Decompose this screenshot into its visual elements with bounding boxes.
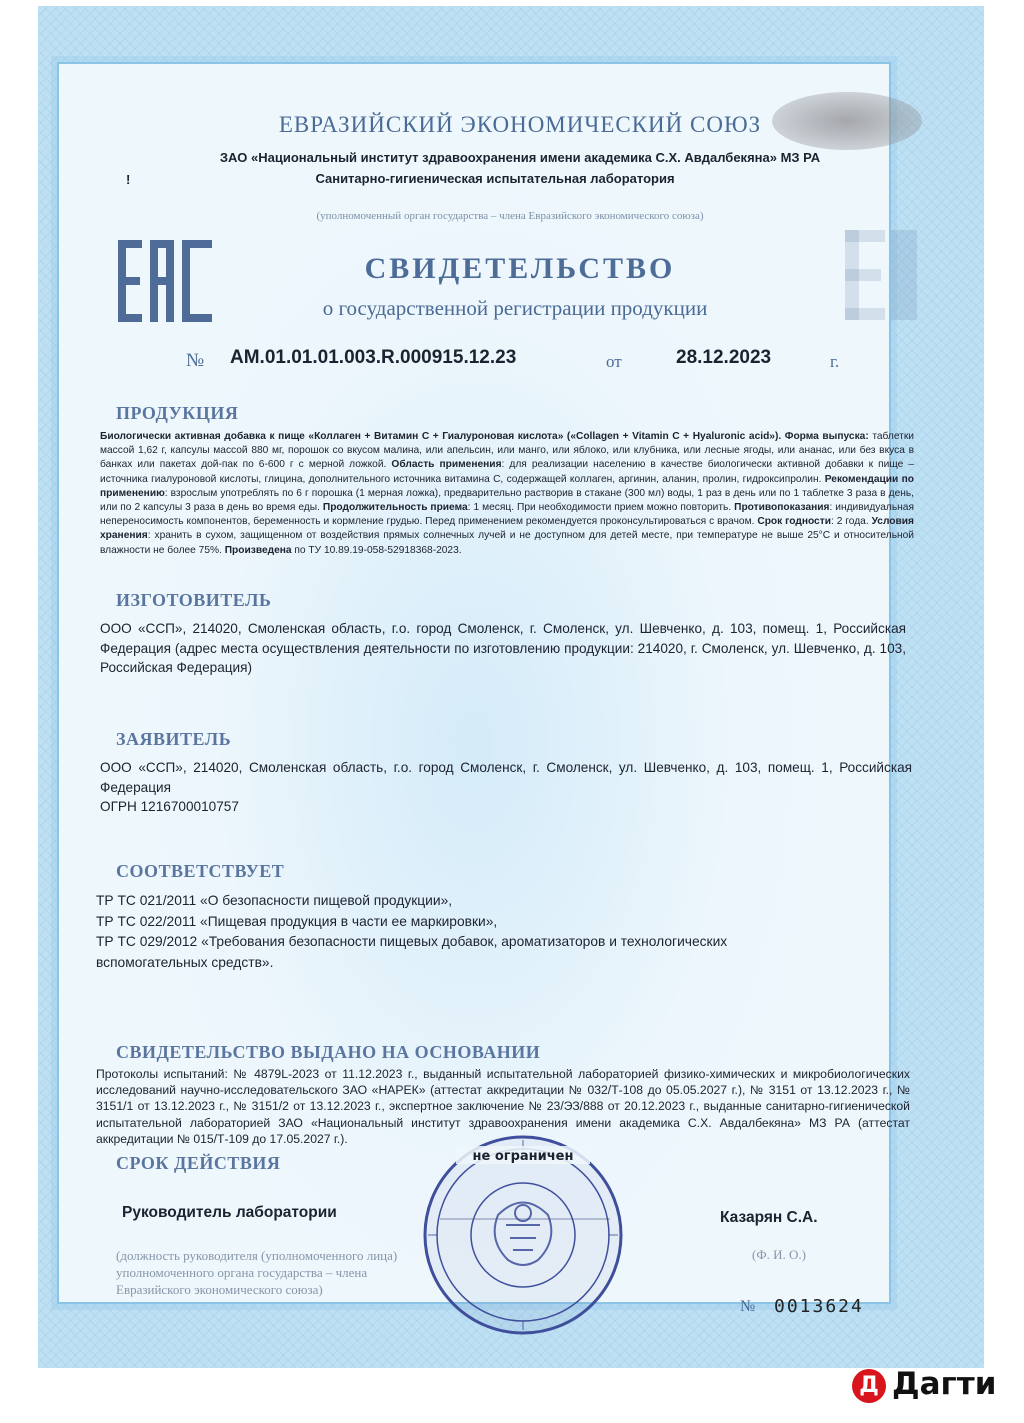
conformity-heading: СООТВЕТСТВУЕТ [116,861,285,881]
union-name: ЕВРАЗИЙСКИЙ ЭКОНОМИЧЕСКИЙ СОЮЗ [278,112,762,137]
product-description [100,430,914,558]
product-field-label: Произведена [224,544,292,556]
product-field-label: Продолжительность приема [322,502,468,514]
validity-value: не ограничен [472,1149,574,1164]
product-field-text: : для реализации населению в качестве биологически активной добавки к пище – источника гиалуроновой кислоты, глицина, дополнительного источника витамина С, содержащей коллаген, аргинин, аланин, пролин, гидроксипролин. [100,459,914,485]
fio-caption: (Ф. И. О.) [752,1247,806,1262]
document-title: СВИДЕТЕЛЬСТВО [364,252,676,285]
brand-logo-icon: Д [852,1369,886,1403]
product-field-text: таблетки массой 1,62 г, капсулы массой 880 мг, порошок со вкусом малина, или апельсин, или манго, или яблоко, или клубника, или лесные ягоды, или ананас, или без вкуса в банках или пакетах дой-пак по 6-600 г с мерной ложкой. [100,431,914,471]
signatory-role: Руководитель лаборатории [122,1204,337,1221]
institute-name: ЗАО «Национальный институт здравоохранения имени академика С.Х. Авдалбекяна» МЗ РА [219,150,821,165]
product-field-text: : 1 месяц. При необходимости прием можно повторить. [467,502,735,514]
year-suffix: г. [830,352,840,371]
applicant-ogrn: ОГРН 1216700010757 [100,799,239,814]
margin-mark: ! [126,172,131,187]
product-field-text: : индивидуальная непереносимость компонентов, беременность и кормление грудью. Перед применением рекомендуется проконсультироваться с врачом. [100,502,914,528]
position-caption: (должность руководителя (уполномоченного лица) уполномоченного органа государства – члена Евразийского экономического союза) [116,1248,398,1297]
basis-text: Протоколы испытаний: № 4879L-2023 от 11.12.2023 г., выданный испытательной лабораторией физико-химических и микробиологических исследований научно-исследовательского ЗАО «НАРЕК» (аттестат аккредитации № 032/Т-108 до 05.05.2027 г.), № 3151 от 13.12.2023 г., № 3151/1 от 13.12.2023 г., № 3151/2 от 13.12.2023 г., экспертное заключение № 23/ЭЗ/888 от 20.12.2023 г., выданные санитарно-гигиенической испытательной лабораторией ЗАО «Национальный институт здравоохранения имени академика С.Х. Авдалбекяна» МЗ РА (аттестат аккредитации № 015/Т-109 до 17.05.2027 г.). [96,1067,910,1146]
applicant-text [100,758,912,817]
product-field-text: : 2 года. [830,516,872,528]
validity-heading: СРОК ДЕЙСТВИЯ [116,1153,281,1173]
product-heading: ПРОДУКЦИЯ [116,403,239,423]
laboratory-name: Санитарно-гигиеническая испытательная лаборатория [315,171,675,186]
product-field-label: Противопоказания [734,502,830,514]
date-from-label: от [606,352,622,371]
authority-caption: (уполномоченный орган государства – члена Евразийского экономического союза) [316,210,704,222]
registration-date: 28.12.2023 [676,347,772,368]
product-field-text: : хранить в сухом, защищенном от воздействия прямых солнечных лучей и не доступном для детей месте, при температуре не выше 25°С и относительной влажности не более 75%. [100,530,914,556]
conformity-list [96,891,736,973]
manufacturer-heading: ИЗГОТОВИТЕЛЬ [116,590,272,610]
product-field-label: Область применения [391,459,502,471]
eac-logo [118,240,212,322]
registration-number: AM.01.01.01.003.R.000915.12.23 [230,347,517,368]
product-field-text: : взрослым употреблять по 6 г порошка (1 мерная ложка), предварительно растворив в стакане (300 мл) воды, 1 раз в день или по 1 таблетке 3 раза в день, или по 2 капсулы 3 раза в день во время еды. [100,487,914,514]
signatory-name: Казарян С.А. [720,1209,818,1226]
basis-heading: СВИДЕТЕЛЬСТВО ВЫДАНО НА ОСНОВАНИИ [116,1042,541,1062]
regulation-item: ТР ТС 021/2011 «О безопасности пищевой продукции», [96,893,453,908]
brand-name: Дагти [892,1366,997,1402]
product-field-label: Условия хранения [100,516,914,542]
serial-label: № [740,1298,756,1315]
regulation-item: ТР ТС 029/2012 «Требования безопасности пищевых добавок, ароматизаторов и технологических вспомогательных средств». [96,934,728,970]
serial-number: 0013624 [774,1296,864,1317]
product-field-label: Срок годности [757,516,831,528]
regulation-item: ТР ТС 022/2011 «Пищевая продукция в части ее маркировки», [96,913,498,929]
manufacturer-text: ООО «ССП», 214020, Смоленская область, г.о. город Смоленск, г. Смоленск, ул. Шевченко, д. 103, помещ. 1, Российская Федерация (адрес места осуществления деятельности по изготовлению продукции: 214020, г. Смоленск, ул. Шевченко, д. 103, Российская Федерация) [100,621,906,675]
product-field-label: Биологически активная добавка к пище «Коллаген + Витамин С + Гиалуроновая кислота» («Collagen + Vitamin C + Hyaluronic acid»). Форма выпуска: [100,431,869,442]
official-seal [418,1130,628,1340]
product-field-text: по ТУ 10.89.19-058-52918368-2023. [291,544,462,556]
faded-eac-mark [845,230,917,320]
product-field-label: Рекомендации по применению [100,473,914,499]
number-label: № [186,350,205,371]
applicant-heading: ЗАЯВИТЕЛЬ [116,729,232,749]
document-subtitle: о государственной регистрации продукции [322,296,708,320]
applicant-address: ООО «ССП», 214020, Смоленская область, г.о. город Смоленск, г. Смоленск, ул. Шевченко, д. 103, помещ. 1, Российская Федерация [100,760,912,795]
